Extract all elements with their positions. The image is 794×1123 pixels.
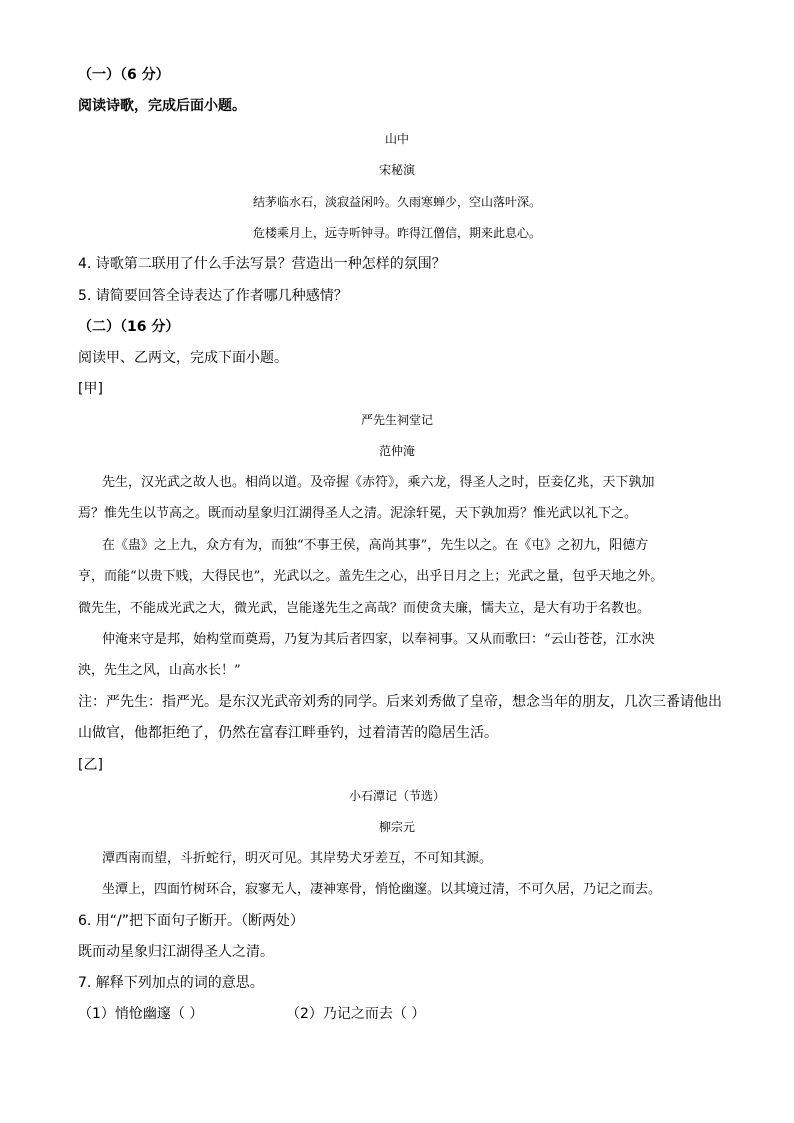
poem-title: 山中 [384, 132, 409, 146]
question-text: 7. 解释下列加点的词的意思。 [78, 975, 264, 991]
question-text: 5. 请简要回答全诗表达了作者哪几种感情？ [78, 288, 348, 304]
passage-line: 焉？惟先生以节高之。既而动星象归江湖得圣人之清。泥涂轩冕，天下孰加焉？惟光武以礼下之。 [78, 506, 638, 521]
passage-line: 仲淹来守是邦，始构堂而奠焉，乃复为其后者四家，以奉祠事。又从而歌曰：“云山苍苍，江水泱 [102, 632, 655, 647]
passage-author: 柳宗元 [378, 820, 415, 834]
section-instruction: 阅读甲、乙两文，完成下面小题。 [78, 350, 288, 366]
answer-blank-item: （2）乃记之而去（ ） [286, 1006, 426, 1022]
poem-line: 结茅临水石，淡寂益闲吟。久雨寒蝉少，空山落叶深。 [252, 195, 541, 209]
question-text: 既而动星象归江湖得圣人之清。 [78, 944, 274, 960]
passage-label: [乙] [78, 757, 103, 773]
question-text: 4. 诗歌第二联用了什么手法写景？营造出一种怎样的氛围？ [78, 256, 446, 272]
poem-line: 危楼乘月上，远寺听钟寻。昨得江僧信，期来此息心。 [252, 226, 541, 240]
passage-title: 小石潭记（节选） [348, 789, 445, 803]
passage-line: 潭西南而望，斗折蛇行，明灭可见。其岸势犬牙差互，不可知其源。 [102, 851, 493, 866]
section-instruction: 阅读诗歌，完成后面小题。 [78, 98, 246, 114]
passage-line: 亨，而能“以贵下贱，大得民也”，光武以之。盖先生之心，出乎日月之上；光武之量，包乎天地之外。 [78, 569, 664, 584]
passage-line: 在《蛊》之上九，众方有为，而独“不事王侯，高尚其事”，先生以之。在《屯》之初九，阳德方 [102, 538, 649, 553]
passage-line: 泱，先生之风，山高水长！” [78, 663, 241, 678]
question-text: 6. 用“/”把下面句子断开。（断两处） [78, 913, 305, 929]
passage-note: 山做官，他都拒绝了，仍然在富春江畔垂钓，过着清苦的隐居生活。 [78, 725, 498, 741]
passage-author: 范仲淹 [378, 444, 415, 458]
passage-title: 严先生祠堂记 [360, 413, 433, 427]
passage-note: 注：严先生：指严光。是东汉光武帝刘秀的同学。后来刘秀做了皇帝，想念当年的朋友，几次三番请他出 [78, 694, 722, 710]
passage-line: 先生，汉光武之故人也。相尚以道。及帝握《赤符》，乘六龙，得圣人之时，臣妾亿兆，天下孰加 [102, 475, 655, 490]
passage-line: 微先生，不能成光武之大，微光武，岂能遂先生之高哉？而使贪夫廉，懦夫立，是大有功于名教也。 [78, 601, 651, 616]
answer-blank-item: （1）悄怆幽邃（ ） [78, 1006, 204, 1022]
section-heading: （一）（6 分） [78, 67, 170, 83]
section-heading: （二）（16 分） [78, 319, 180, 335]
passage-line: 坐潭上，四面竹树环合，寂寥无人，凄神寒骨，悄怆幽邃。以其境过清，不可久居，乃记之而去。 [102, 882, 662, 897]
passage-label: [甲] [78, 381, 103, 397]
poem-author: 宋秘演 [378, 163, 415, 177]
